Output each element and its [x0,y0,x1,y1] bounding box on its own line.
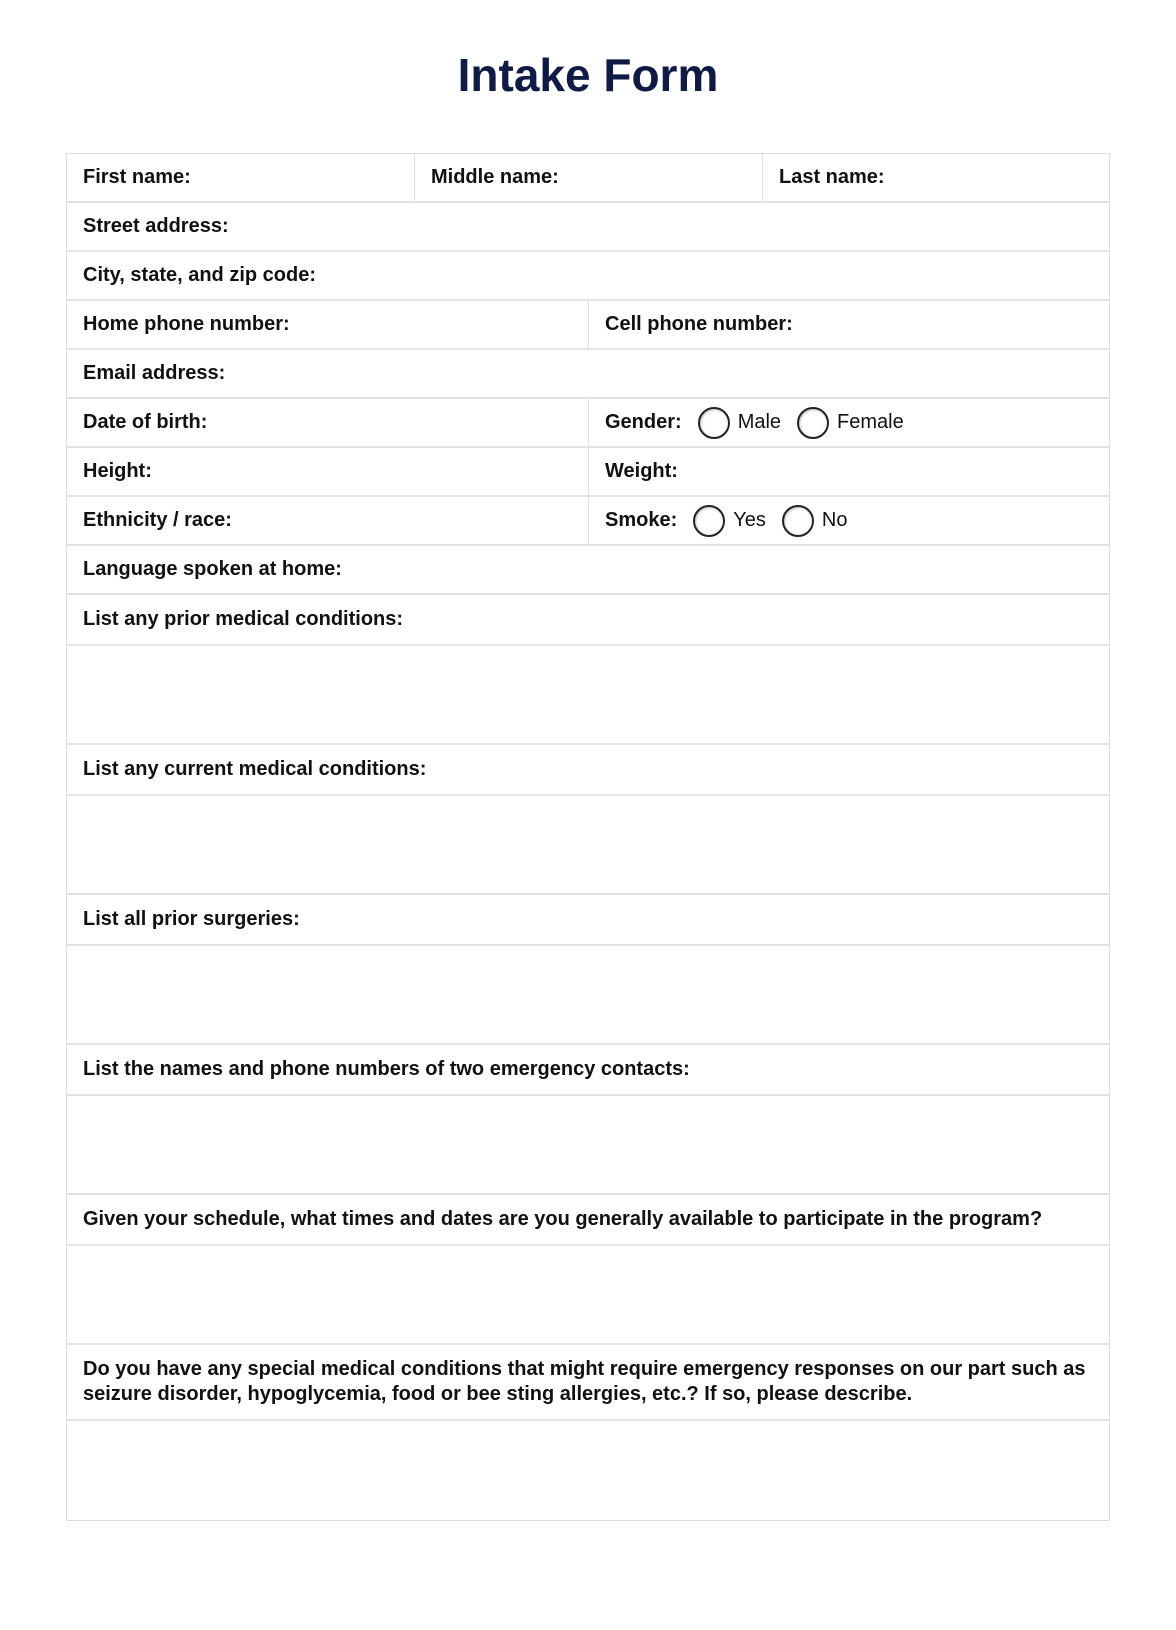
question-prior-conditions: List any prior medical conditions: [83,608,404,630]
weight-field[interactable]: Weight: [588,448,1109,495]
answer-area[interactable] [67,1421,1109,1520]
smoke-label: Smoke: [605,509,678,531]
question-prior-surgeries: List all prior surgeries: [83,908,300,930]
middle-name-field[interactable]: Middle name: [414,154,762,201]
radio-circle-icon [797,407,829,439]
street-address-field[interactable]: Street address: [83,215,229,237]
radio-circle-icon [782,505,814,537]
language-field[interactable]: Language spoken at home: [83,558,342,580]
radio-label: Female [837,411,904,433]
radio-label: Male [737,411,782,433]
answer-area[interactable] [67,1246,1109,1345]
radio-circle-icon [698,407,730,439]
gender-male-radio[interactable] [698,407,781,439]
radio-label: Yes [733,509,766,531]
question-emergency-contacts: List the names and phone numbers of two emergency contacts: [83,1058,690,1080]
home-phone-field[interactable]: Home phone number: [83,313,290,335]
gender-label: Gender: [605,411,682,433]
answer-area[interactable] [67,946,1109,1045]
height-field[interactable]: Height: [83,460,152,482]
last-name-field[interactable]: Last name: [762,154,1109,201]
answer-area[interactable] [67,796,1109,895]
smoke-no-radio[interactable] [782,505,848,537]
cell-phone-field[interactable]: Cell phone number: [588,301,1109,348]
gender-female-radio[interactable] [797,407,904,439]
page-title: Intake Form [457,49,719,101]
gender-group [588,399,1109,446]
answer-area[interactable] [67,646,1109,745]
intake-form [66,153,1110,1521]
question-special-conditions: Do you have any special medical conditions that might require emergency responses on our part such as seizure disorder, hypoglycemia, food or bee sting allergies, etc.? If so, please describe. [83,1358,1086,1405]
question-availability: Given your schedule, what times and dates are you generally available to participate in the program? [83,1208,1043,1230]
name-row [67,154,1109,203]
question-current-conditions: List any current medical conditions: [83,758,427,780]
email-field[interactable]: Email address: [83,362,226,384]
dob-field[interactable]: Date of birth: [83,411,208,433]
radio-label: No [821,509,848,531]
radio-circle-icon [693,505,725,537]
smoke-yes-radio[interactable] [693,505,766,537]
city-state-zip-field[interactable]: City, state, and zip code: [83,264,316,286]
first-name-field[interactable]: First name: [83,166,191,188]
answer-area[interactable] [67,1096,1109,1195]
ethnicity-field[interactable]: Ethnicity / race: [83,509,232,531]
smoke-group [588,497,1109,544]
